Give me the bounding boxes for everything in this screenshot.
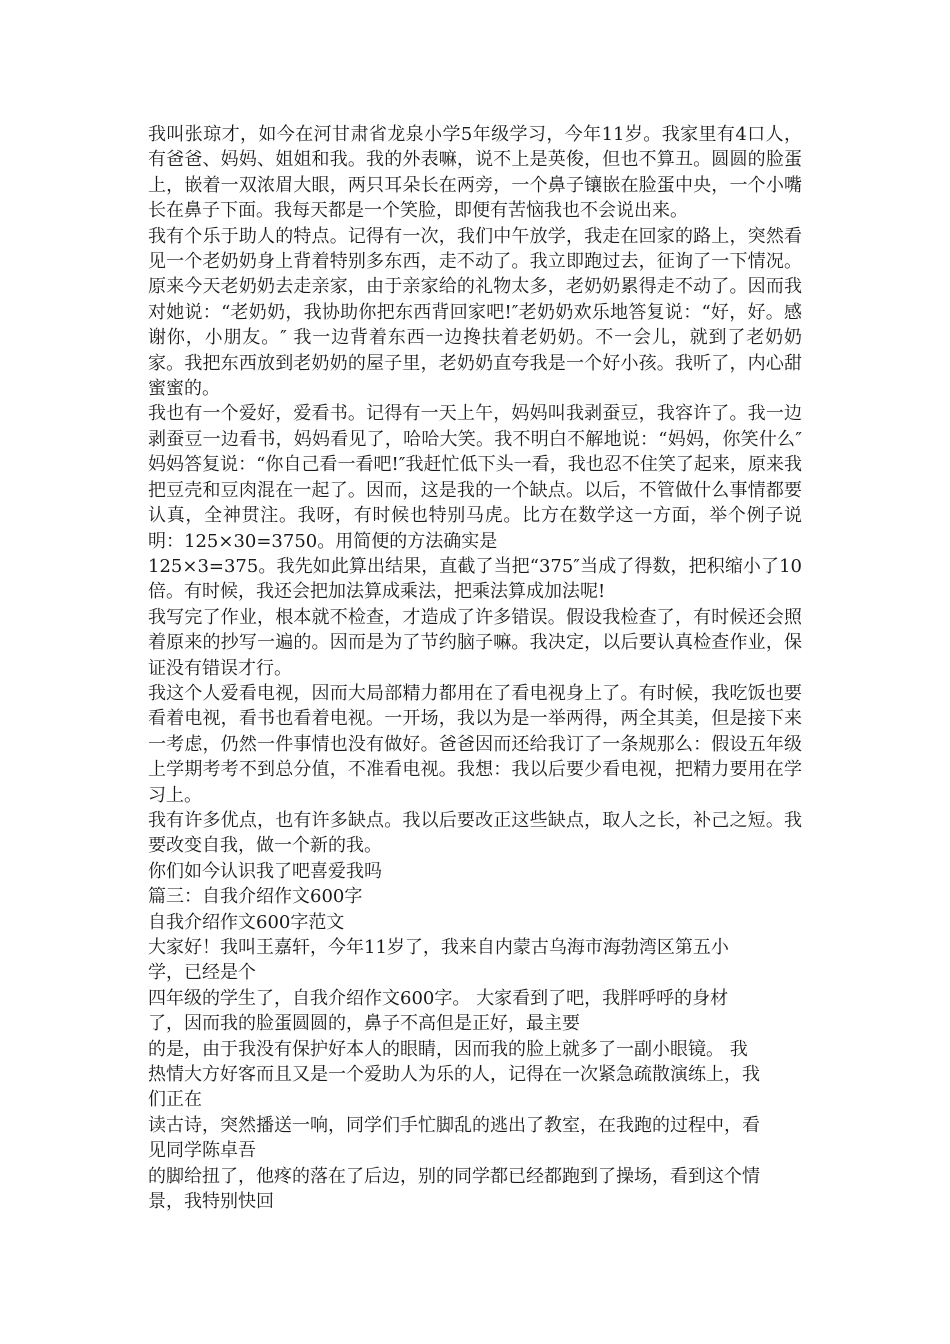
paragraph-tv-habit: 我这个人爱看电视，因而大局部精力都用在了看电视身上了。有时候，我吃饭也要看着电视，看书也看着电视。一开场，我以为是一举两得，两全其美，但是接下来一考虑，仍然一件事情也没有做好。爸爸因而还给我订了一条规那么：假设五年级上学期考考不到总分值，不准看电视。我想：我以后要少看电视，把精力要用在学习上。	[148, 682, 802, 806]
paragraph-homework: 我写完了作业，根本就不检查，才造成了许多错误。假设我检查了，有时候还会照着原来的抄写一遍的。因而是为了节约脑子嘛。我决定，以后要认真检查作业，保证没有错误才行。	[148, 606, 802, 679]
text-line: 四年级的学生了，自我介绍作文600字。 大家看到了吧，我胖呼呼的身材	[148, 987, 729, 1009]
document-body	[148, 122, 802, 1214]
paragraph-helping-grandma: 我有个乐于助人的特点。记得有一次，我们中午放学，我走在回家的路上，突然看见一个老奶奶身上背着特别多东西，走不动了。我立即跑过去，征询了一下情况。原来今天老奶奶去走亲家，由于亲家给的礼物太多，老奶奶累得走不动了。因而我对她说：“老奶奶，我协助你把东西背回家吧!″老奶奶欢乐地答复说：“好，好。感谢你，小朋友。″ 我一边背着东西一边搀扶着老奶奶。不一会儿，就到了老奶奶家。我把东西放到老奶奶的屋子里，老奶奶直夸我是一个好小孩。我听了，内心甜蜜蜜的。	[148, 225, 802, 400]
paragraph-closing-question: 你们如今认识我了吧喜爱我吗	[148, 860, 382, 882]
paragraph-strengths-weaknesses: 我有许多优点，也有许多缺点。我以后要改正这些缺点，取人之长，补己之短。我要改变自我，做一个新的我。	[148, 809, 802, 857]
paragraph-self-intro: 我叫张琼才，如今在河甘肃省龙泉小学5年级学习，今年11岁。我家里有4口人，有爸爸、妈妈、姐姐和我。我的外表嘛，说不上是英俊，但也不算丑。圆圆的脸蛋上，嵌着一双浓眉大眼，两只耳朵长在两旁，一个鼻子镶嵌在脸蛋中央，一个小嘴长在鼻子下面。我每天都是一个笑脸，即便有苦恼我也不会说出来。	[148, 124, 802, 222]
text-line: 学，已经是个	[148, 962, 256, 984]
essay-second-text	[148, 935, 802, 1214]
text-line: 热情大方好客而且又是一个爱助人为乐的人，记得在一次紧急疏散演练上，我	[148, 1064, 760, 1086]
text-line: 的脚给扭了，他疼的落在了后边，别的同学都已经都跑到了操场，看到这个情	[148, 1165, 760, 1187]
text-line: 的是，由于我没有保护好本人的眼睛，因而我的脸上就多了一副小眼镜。 我	[148, 1038, 748, 1060]
paragraph-reading-hobby: 我也有一个爱好，爱看书。记得有一天上午，妈妈叫我剥蚕豆，我容许了。我一边剥蚕豆一边看书，妈妈看见了，哈哈大笑。我不明白不解地说：“妈妈，你笑什么″妈妈答复说：“你自己看一看吧!″我赶忙低下头一看，我也忍不住笑了起来，原来我把豆壳和豆肉混在一起了。因而，这是我的一个缺点。以后，不管做什么事情都要认真，全神贯注。我呀，有时候也特别马虎。比方在数学这一方面，举个例子说明：125×30=3750。用简便的方法确实是	[148, 403, 802, 552]
text-line: 们正在	[148, 1089, 202, 1111]
section-heading: 篇三：自我介绍作文600字	[148, 886, 363, 908]
text-line: 见同学陈卓吾	[148, 1140, 256, 1162]
text-line: 读古诗，突然播送一响，同学们手忙脚乱的逃出了教室，在我跑的过程中，看	[148, 1114, 760, 1136]
text-line: 景，我特别快回	[148, 1191, 274, 1213]
text-line: 大家好！我叫王嘉轩，今年11岁了，我来自内蒙古乌海市海勃湾区第五小	[148, 937, 729, 958]
essay-subtitle: 自我介绍作文600字范文	[148, 911, 345, 933]
text-line: 了，因而我的脸蛋圆圆的，鼻子不高但是正好，最主要	[148, 1013, 580, 1035]
paragraph-math-mistake: 125×3=375。我先如此算出结果，直截了当把“375″当成了得数，把积缩小了10倍。有时候，我还会把加法算成乘法，把乘法算成加法呢!	[148, 555, 802, 603]
